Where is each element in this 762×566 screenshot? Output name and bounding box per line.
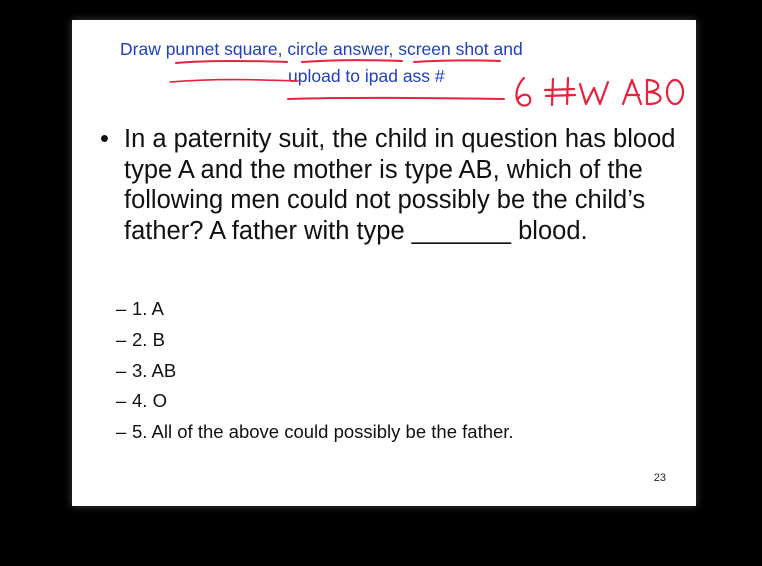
- answer-options: [116, 296, 514, 450]
- instruction-line-1: Draw punnet square, circle answer, screen shot and: [120, 39, 523, 59]
- option-4: – 4. O: [116, 390, 167, 412]
- option-1-label: 1. A: [132, 298, 164, 319]
- option-2-label: 2. B: [132, 328, 165, 350]
- page-number: 23: [653, 472, 666, 484]
- handwritten-W: [580, 82, 608, 104]
- option-3: – 3. AB: [116, 359, 177, 381]
- option-4-label: 4. O: [132, 390, 167, 412]
- option-3-label: 3. AB: [132, 359, 177, 381]
- option-2: – 2. B: [116, 328, 165, 350]
- underline-line2: [288, 98, 504, 99]
- slide: [72, 20, 696, 506]
- question-text: In a paternity suit, the child in question has blood type A and the mother is type AB, which of the following men could not possibly be the child’s father? A father with type _______ blood.: [124, 125, 676, 245]
- underline-line1-long: [170, 80, 298, 82]
- handwritten-B: [647, 80, 661, 104]
- handwritten-O: [667, 80, 683, 104]
- option-5-label: 5. All of the above could possibly be the father.: [132, 421, 514, 443]
- option-1: – 1. A: [116, 298, 164, 319]
- instruction-line-2: upload to ipad ass #: [288, 66, 445, 86]
- bullet-icon: •: [100, 125, 109, 153]
- handwritten-H: [545, 78, 575, 105]
- option-5: – 5. All of the above could possibly be the father.: [116, 421, 514, 443]
- handwritten-6: [517, 78, 531, 106]
- handwritten-A: [623, 80, 641, 104]
